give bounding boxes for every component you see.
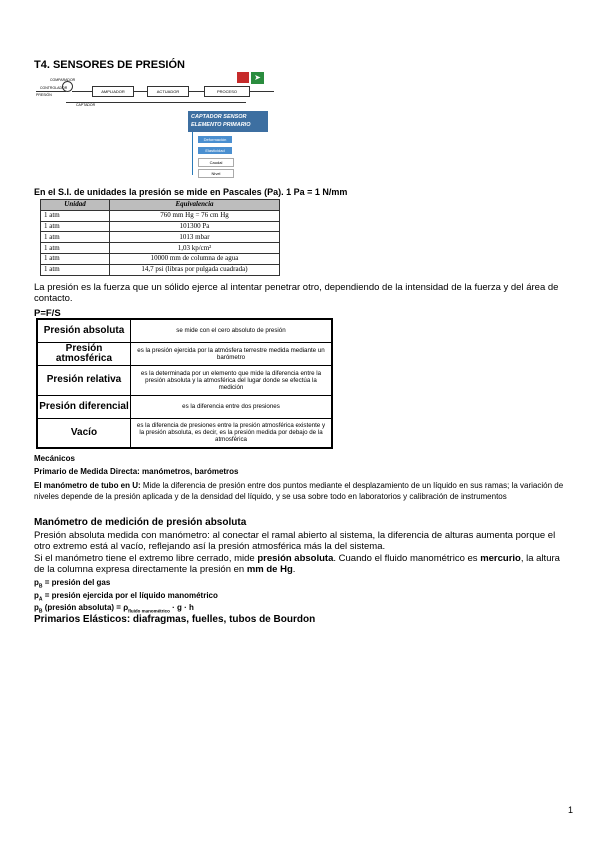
- text-run: p: [34, 591, 39, 600]
- table-row: [37, 395, 332, 418]
- tubo-u-label: El manómetro de tubo en U:: [34, 481, 141, 490]
- text-run: .: [292, 564, 296, 575]
- equivalence-cell: 10000 mm de columna de agua: [110, 253, 280, 264]
- unit-cell: 1 atm: [41, 221, 110, 232]
- text-run: mm de Hg: [246, 564, 293, 575]
- text-run: p: [34, 578, 39, 587]
- page-title: T4. SENSORES DE PRESIÓN: [34, 59, 185, 71]
- table-row: [37, 365, 332, 395]
- pressure-type-desc: se mide con el cero absoluto de presión: [131, 319, 333, 342]
- pressure-definition: La presión es la fuerza que un sólido ejerce al intentar penetrar otro, dependiendo de la intensidad de la fuerza y del área de contacto.: [34, 282, 559, 304]
- page-number: 1: [568, 805, 574, 815]
- table-row: [37, 418, 332, 448]
- unit-cell: 1 atm: [41, 210, 110, 221]
- green-arrow-icon: ➤: [251, 72, 264, 84]
- table-row: [41, 264, 280, 275]
- table-row: [41, 221, 280, 232]
- section-mecanicos: Mecánicos: [34, 454, 75, 463]
- formula: P=F/S: [34, 308, 61, 319]
- pressure-type-name: Presión absoluta: [37, 319, 131, 342]
- equivalence-cell: 101300 Pa: [110, 221, 280, 232]
- diagram-comparator-label: COMPARADOR: [50, 78, 76, 82]
- captador-header-line1: CAPTADOR SENSOR: [191, 114, 247, 120]
- table-header: Equivalencia: [110, 200, 280, 211]
- text-run: , la altura de la columna expresa directamente la presión en: [34, 553, 560, 575]
- si-units-line: En el S.I. de unidades la presión se mide en Pascales (Pa). 1 Pa = 1 N/mm: [34, 187, 348, 197]
- table-row: [41, 253, 280, 264]
- unit-cell: 1 atm: [41, 243, 110, 254]
- diagram-box: ACTUADOR: [147, 86, 189, 97]
- table-row: [37, 319, 332, 342]
- absoluta-paragraph-2: [34, 553, 572, 575]
- absoluta-heading: Manómetro de medición de presión absoluta: [34, 517, 247, 528]
- diagram-box: AMPLIADOR: [92, 86, 134, 97]
- diagram-feedback-label: CAPTADOR: [76, 103, 96, 107]
- text-run: A: [38, 596, 43, 603]
- text-run: Si el manómetro tiene el extremo libre cerrado, mide: [34, 553, 258, 564]
- captador-item: Nivel: [198, 169, 234, 178]
- text-run: B: [38, 583, 43, 590]
- captador-tree: [188, 132, 268, 178]
- text-run: B: [38, 608, 43, 615]
- primario-directa: Primario de Medida Directa: manómetros, barómetros: [34, 467, 239, 476]
- text-run: p: [34, 603, 39, 612]
- equivalence-cell: 760 mm Hg = 76 cm Hg: [110, 210, 280, 221]
- tubo-u-paragraph: [34, 480, 564, 502]
- table-row: [41, 210, 280, 221]
- pressure-type-name: Presión atmosférica: [37, 342, 131, 365]
- diagram-box: PROCESO: [204, 86, 250, 97]
- pressure-type-name: Vacío: [37, 418, 131, 448]
- pressure-type-desc: es la determinada por un elemento que mide la diferencia entre la presión absoluta y la atmosférica del lugar donde se efectúa la medición: [131, 365, 333, 395]
- table-row: [41, 243, 280, 254]
- pressure-type-desc: es la diferencia de presiones entre la presión atmosférica existente y la presión absoluta, es decir, es la presión medida por debajo de la atmosférica: [131, 418, 333, 448]
- table-row: [41, 232, 280, 243]
- captador-item: Elasticidad: [198, 147, 232, 154]
- captador-header-line2: ELEMENTO PRIMARIO: [191, 122, 251, 128]
- text-run: presión absoluta: [257, 553, 334, 564]
- captador-item: Deformación: [198, 136, 232, 143]
- text-run: = presión ejercida por el líquido manométrico: [42, 591, 218, 600]
- table-header: Unidad: [41, 200, 110, 211]
- captador-item: Caudal: [198, 158, 234, 167]
- text-run: fluido manométrico: [128, 608, 170, 614]
- pressure-type-desc: es la presión ejercida por la atmósfera terrestre medida mediante un barómetro: [131, 342, 333, 365]
- diagram-input-label: PRESIÓN: [36, 93, 52, 97]
- text-run: = presión del gas: [42, 578, 111, 587]
- text-run: . Cuando el fluido manométrico es: [333, 553, 481, 564]
- equivalence-cell: 1013 mbar: [110, 232, 280, 243]
- pressure-type-name: Presión relativa: [37, 365, 131, 395]
- equivalence-cell: 14,7 psi (libras por pulgada cuadrada): [110, 264, 280, 275]
- captador-header: [188, 111, 268, 132]
- tubo-u-text: Mide la diferencia de presión entre dos puntos mediante el desplazamiento de un líquido en sus ramas; la variación de niveles depende de la presión aplicada y de la densidad del líquido, y se usa sobre todo en laboratorios y calibración de instrumentos: [34, 481, 564, 501]
- unit-cell: 1 atm: [41, 232, 110, 243]
- text-run: (presión absoluta) = ρ: [42, 603, 129, 612]
- text-run: mercurio: [480, 553, 521, 564]
- unit-cell: 1 atm: [41, 264, 110, 275]
- red-square-icon: [237, 72, 249, 83]
- diagram-setpoint-label: CONTROLADOR: [40, 86, 68, 90]
- elasticos-line: Primarios Elásticos: diafragmas, fuelles, tubos de Bourdon: [34, 614, 316, 625]
- text-run: · g · h: [169, 603, 194, 612]
- pressure-type-desc: es la diferencia entre dos presiones: [131, 395, 333, 418]
- pressure-types-table: [36, 318, 333, 449]
- equivalence-table: [40, 199, 280, 276]
- absoluta-paragraph-1: Presión absoluta medida con manómetro: al conectar el ramal abierto al sistema, la diferencia de alturas aumenta porque el otro extremo está al vacío, reflejando así la presión atmosférica más la del sistema.: [34, 530, 556, 552]
- equivalence-cell: 1,03 kp/cm²: [110, 243, 280, 254]
- table-row: [37, 342, 332, 365]
- pressure-type-name: Presión diferencial: [37, 395, 131, 418]
- unit-cell: 1 atm: [41, 253, 110, 264]
